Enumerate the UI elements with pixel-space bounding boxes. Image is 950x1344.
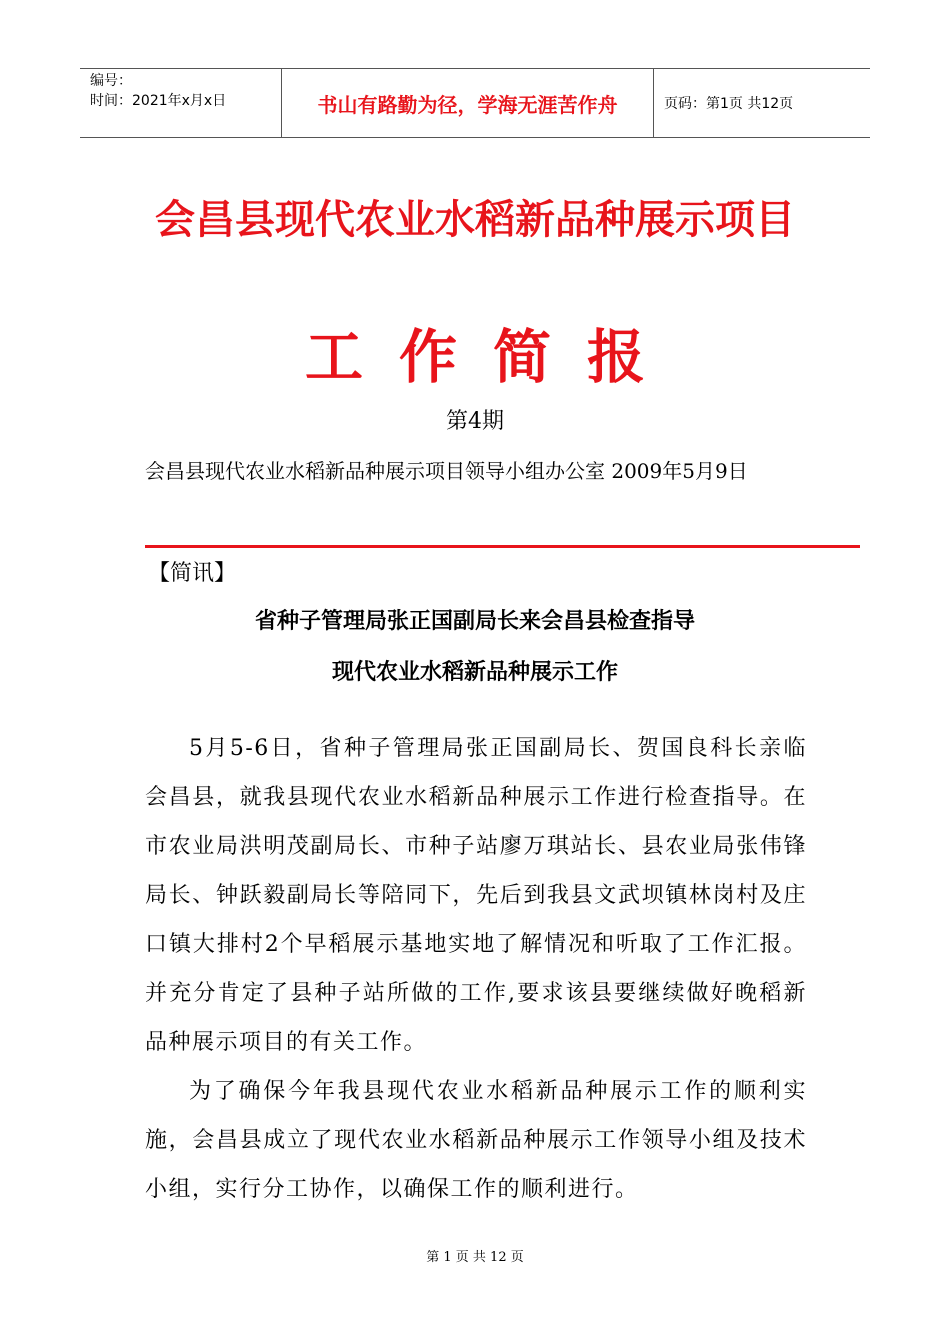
issuer-and-date: 会昌县现代农业水稻新品种展示项目领导小组办公室 2009年5月9日: [145, 459, 748, 483]
article-body: [145, 724, 807, 1214]
number-label: 编号：: [90, 73, 132, 89]
document-subtitle: 工作简报: [304, 323, 681, 391]
paragraph: 5月5-6日，省种子管理局张正国副局长、贺国良科长亲临会昌县，就我县现代农业水稻新品种展示工作进行检查指导。在市农业局洪明茂副局长、市种子站廖万琪站长、县农业局张伟锋局长、钟跃毅副局长等陪同下，先后到我县文武坝镇林岗村及庄口镇大排村2个早稻展示基地实地了解情况和听取了工作汇报。并充分肯定了县种子站所做的工作,要求该县要继续做好晚稻新品种展示项目的有关工作。: [145, 736, 807, 1055]
issue-number: 第4期: [446, 409, 504, 434]
time-label: 时间：2021年x月x日: [90, 93, 227, 109]
header-page-info: 页码：第1页 共12页: [664, 96, 794, 112]
paragraph: 为了确保今年我县现代农业水稻新品种展示工作的顺利实施，会昌县成立了现代农业水稻新品种展示工作领导小组及技术小组，实行分工协作，以确保工作的顺利进行。: [145, 1079, 807, 1202]
section-tag: 【简讯】: [148, 561, 237, 586]
article-title-line2: 现代农业水稻新品种展示工作: [331, 660, 618, 685]
header-motto: 书山有路勤为径，学海无涯苦作舟: [282, 69, 654, 137]
document-header-table: [80, 68, 870, 138]
header-meta-cell: [80, 69, 282, 137]
red-divider: [145, 545, 860, 548]
page-footer: 第 1 页 共 12 页: [426, 1250, 524, 1265]
document-title: 会昌县现代农业水稻新品种展示项目: [155, 197, 795, 243]
article-title-line1: 省种子管理局张正国副局长来会昌县检查指导: [254, 609, 695, 634]
